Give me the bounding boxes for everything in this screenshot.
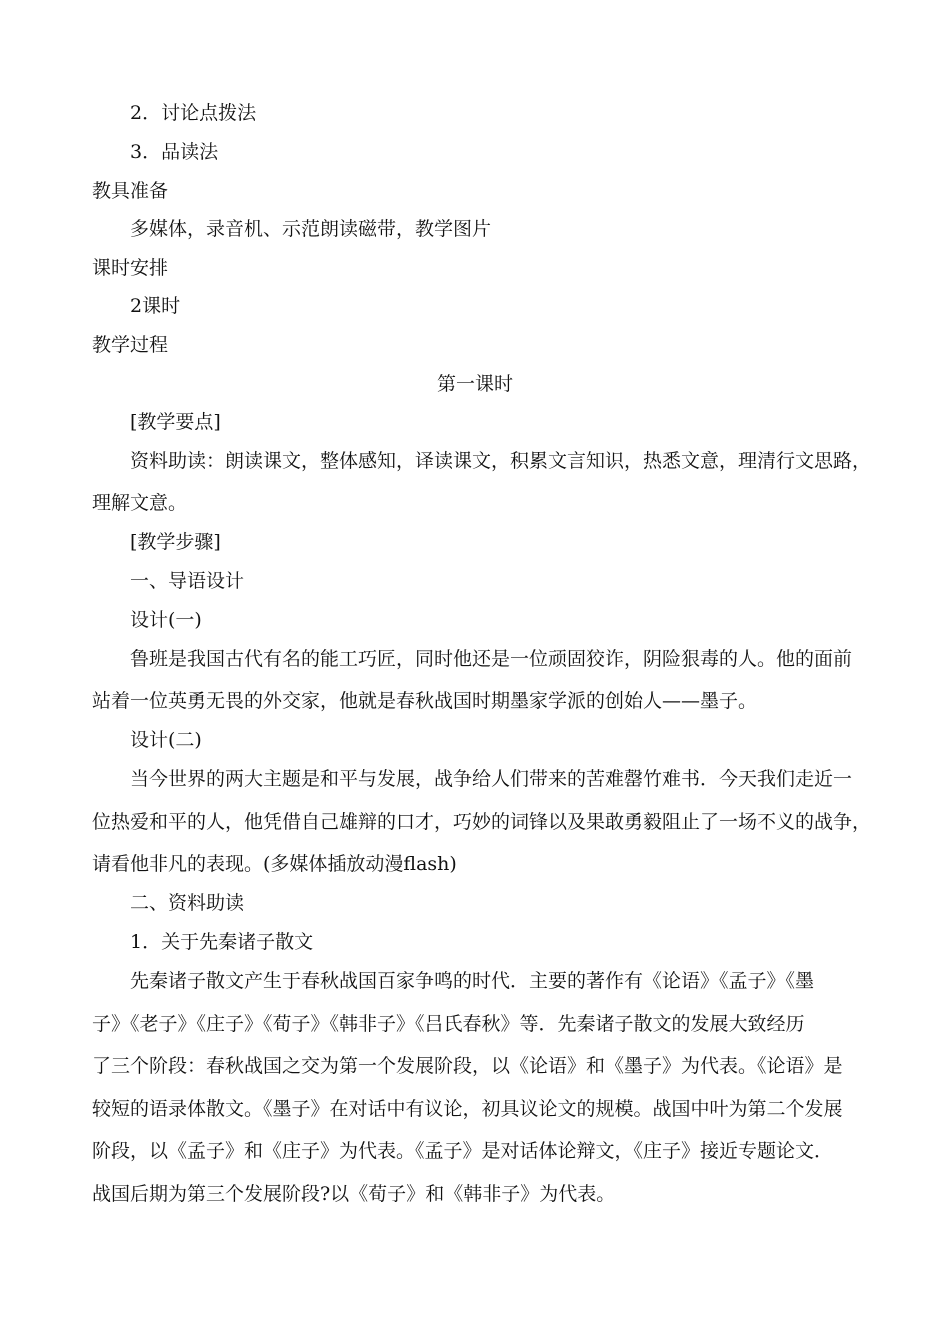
section-reading-aids: 二、资料助读 [130,892,245,914]
subsection-heading: 1．关于先秦诸子散文 [130,931,314,953]
body-line: 战国后期为第三个发展阶段?以《荀子》和《韩非子》为代表。 [92,1183,616,1205]
lesson-title: 第一课时 [436,373,513,395]
process-heading: 教学过程 [92,334,169,356]
schedule-text: 2课时 [130,295,181,317]
body-line: 阶段，以《孟子》和《庄子》为代表。《孟子》是对话体论辩文，《庄子》接近专题论文． [92,1140,834,1162]
key-points-line: 理解文意。 [92,492,188,514]
tools-heading: 教具准备 [92,180,169,202]
body-line: 子》《老子》《庄子》《荀子》《韩非子》《吕氏春秋》等．先秦诸子散文的发展大致经历 [92,1013,805,1035]
design-1-line: 鲁班是我国古代有名的能工巧匠，同时他还是一位顽固狡诈，阴险狠毒的人。他的面前 [130,648,853,670]
schedule-heading: 课时安排 [92,257,169,279]
section-intro-design: 一、导语设计 [130,570,245,592]
design-2-heading: 设计(二) [130,729,202,751]
body-line: 先秦诸子散文产生于春秋战国百家争鸣的时代．主要的著作有《论语》《孟子》《墨 [130,970,815,992]
design-1-heading: 设计(一) [130,609,202,631]
body-line: 了三个阶段：春秋战国之交为第一个发展阶段，以《论语》和《墨子》为代表。《论语》是 [92,1055,843,1077]
method-item-3: 3．品读法 [130,141,219,163]
design-2-line: 位热爱和平的人，他凭借自己雄辩的口才，巧妙的词锋以及果敢勇毅阻止了一场不义的战争， [92,811,872,833]
key-points-line: 资料助读：朗读课文，整体感知，译读课文，积累文言知识，热悉文意，理清行文思路， [130,450,872,472]
body-line: 较短的语录体散文。《墨子》在对话中有议论，初具议论文的规模。战国中叶为第二个发展 [92,1098,843,1120]
key-points-heading: [教学要点] [130,411,221,433]
steps-heading: [教学步骤] [130,531,221,553]
method-item-2: 2．讨论点拨法 [130,102,257,124]
design-2-line: 当今世界的两大主题是和平与发展，战争给人们带来的苦难罄竹难书．今天我们走近一 [130,768,853,790]
design-2-line: 请看他非凡的表现。(多媒体插放动漫flash) [92,853,457,875]
tools-text: 多媒体，录音机、示范朗读磁带，教学图片 [130,218,492,240]
design-1-line: 站着一位英勇无畏的外交家，他就是春秋战国时期墨家学派的创始人——墨子。 [92,690,758,712]
